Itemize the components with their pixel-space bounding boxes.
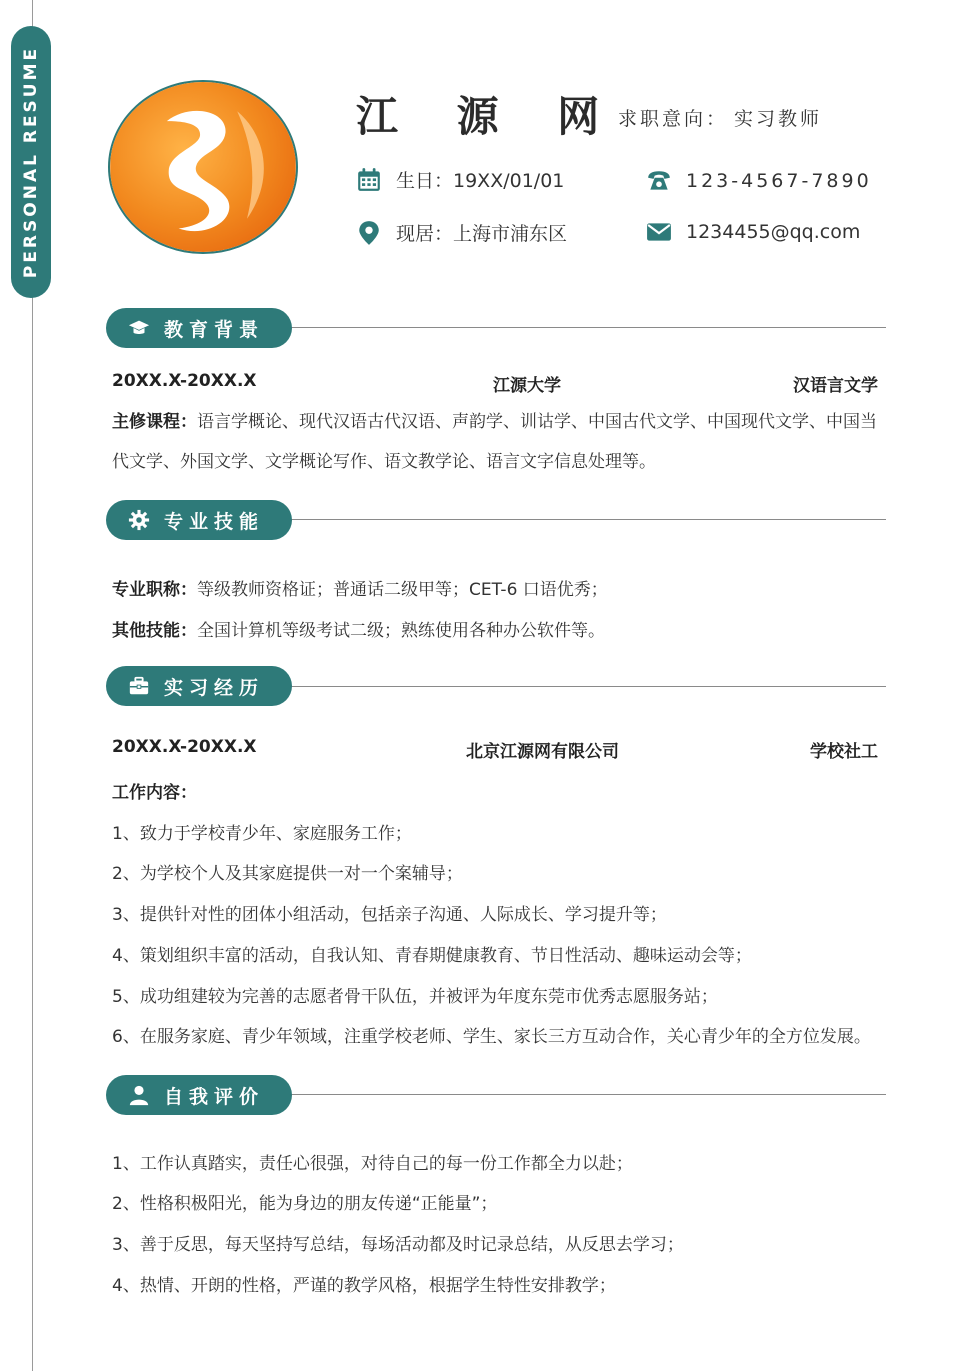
self-eval-item: 1、工作认真踏实，责任心很强，对待自己的每一份工作都全力以赴； xyxy=(112,1154,633,1174)
education-period: 20XX.X-20XX.X xyxy=(112,371,257,391)
education-section-header xyxy=(106,308,292,348)
self-eval-item: 3、善于反思，每天坚持写总结，每场活动都及时记录总结，从反思去学习； xyxy=(112,1235,684,1255)
work-item: 6、在服务家庭、青少年领域，注重学校老师、学生、家长三方互动合作，关心青少年的全方位发展。 xyxy=(112,1027,871,1047)
skill-label: 其他技能： xyxy=(112,621,197,641)
skill-text: 等级教师资格证；普通话二级甲等；CET-6 口语优秀； xyxy=(197,580,608,600)
skill-item xyxy=(112,575,608,600)
skill-text: 全国计算机等级考试二级；熟练使用各种办公软件等。 xyxy=(197,621,605,641)
profile-photo xyxy=(108,80,298,254)
self-eval-section-header xyxy=(106,1075,292,1115)
work-item: 1、致力于学校青少年、家庭服务工作； xyxy=(112,824,412,844)
personal-resume-tab xyxy=(11,26,51,298)
location-pin-icon xyxy=(356,220,382,246)
internship-title: 实习经历 xyxy=(164,676,265,699)
internship-period: 20XX.X-20XX.X xyxy=(112,737,257,757)
job-intent-value: 实习教师 xyxy=(734,108,823,130)
personal-resume-label: PERSONAL RESUME xyxy=(21,45,41,279)
education-major: 汉语言文学 xyxy=(793,376,878,396)
work-item: 4、策划组织丰富的活动，自我认知、青春期健康教育、节日性活动、趣味运动会等； xyxy=(112,946,752,966)
education-title: 教育背景 xyxy=(164,318,265,341)
birthday-text: 生日：19XX/01/01 xyxy=(396,170,565,192)
user-icon xyxy=(128,1084,150,1106)
briefcase-icon xyxy=(128,675,150,697)
email-text: 1234455@qq.com xyxy=(686,221,861,243)
residence-info xyxy=(356,219,567,246)
skill-label: 专业职称： xyxy=(112,580,197,600)
birthday-info xyxy=(356,166,564,193)
internship-row xyxy=(112,737,878,762)
self-eval-divider xyxy=(270,1094,886,1095)
job-intent-label: 求职意向： xyxy=(618,108,729,130)
education-row xyxy=(112,371,878,396)
candidate-name: 江 源 网 xyxy=(356,92,622,141)
graduation-cap-icon xyxy=(128,317,150,339)
email-info xyxy=(646,219,860,245)
phone-text: 123-4567-7890 xyxy=(686,170,872,192)
internship-role: 学校社工 xyxy=(810,742,878,762)
education-school: 江源大学 xyxy=(493,376,561,396)
calendar-icon xyxy=(356,167,382,193)
work-item: 5、成功组建较为完善的志愿者骨干队伍，并被评为年度东莞市优秀志愿服务站； xyxy=(112,987,718,1007)
skills-section-header xyxy=(106,500,292,540)
job-intent xyxy=(618,104,822,131)
work-item: 2、为学校个人及其家庭提供一对一个案辅导； xyxy=(112,864,463,884)
work-content-label: 工作内容： xyxy=(112,783,197,803)
internship-section-header xyxy=(106,666,292,706)
phone-icon xyxy=(646,168,672,194)
courses-text: 语言学概论、现代汉语古代汉语、声韵学、训诂学、中国古代文学、中国现代文学、中国当代文学、外国文学、文学概论写作、语文教学论、语言文字信息处理等。 xyxy=(112,412,877,472)
courses-label: 主修课程： xyxy=(112,412,197,432)
phone-info xyxy=(646,168,872,194)
skills-title: 专业技能 xyxy=(164,510,265,533)
self-eval-item: 4、热情、开朗的性格，严谨的教学风格，根据学生特性安排教学； xyxy=(112,1276,616,1296)
internship-divider xyxy=(270,686,886,687)
logo-icon xyxy=(110,82,296,252)
self-eval-item: 2、性格积极阳光，能为身边的朋友传递“正能量”； xyxy=(112,1194,498,1214)
skills-divider xyxy=(270,519,886,520)
residence-text: 现居：上海市浦东区 xyxy=(396,223,568,245)
envelope-icon xyxy=(646,219,672,245)
work-item: 3、提供针对性的团体小组活动，包括亲子沟通、人际成长、学习提升等； xyxy=(112,905,667,925)
gear-icon xyxy=(128,509,150,531)
education-divider xyxy=(270,327,886,328)
skill-item xyxy=(112,616,605,641)
internship-company: 北京江源网有限公司 xyxy=(466,742,619,762)
self-eval-title: 自我评价 xyxy=(164,1085,265,1108)
education-courses xyxy=(112,402,888,482)
